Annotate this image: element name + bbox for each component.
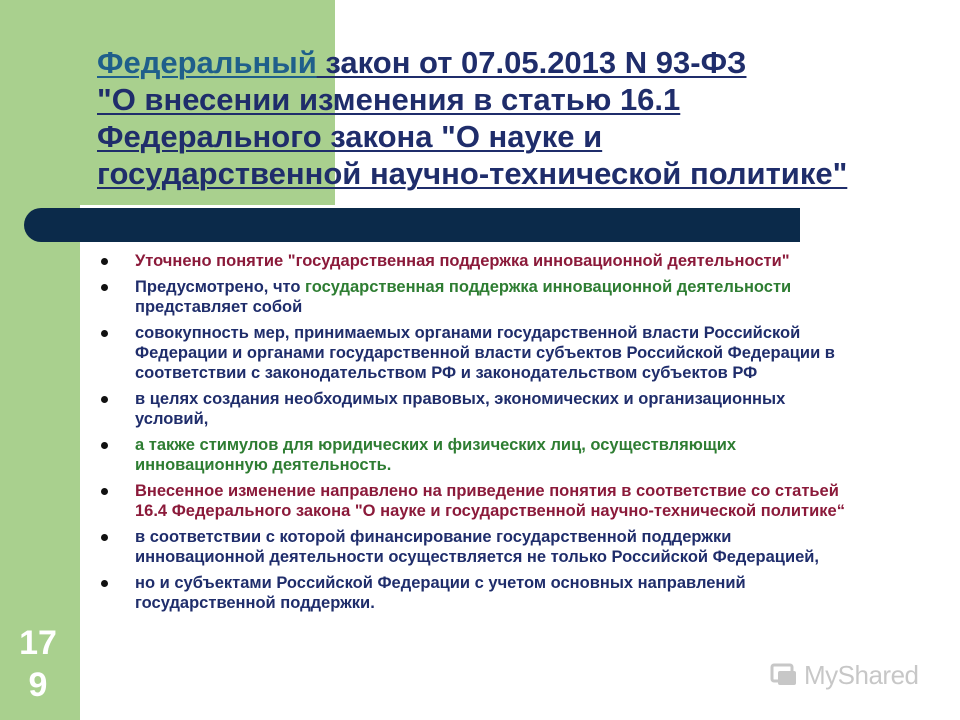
decorative-divider-bar	[24, 208, 800, 242]
list-item-text: Внесенное изменение направлено на приведение понятия в соответствие со статьей 16.4 Федерального закона "О науке и государственной научно-технической политике“	[135, 482, 845, 520]
title-word-federal: Федеральный	[97, 45, 317, 80]
list-item-text: государственная поддержка инновационной деятельности	[305, 278, 792, 296]
slide-number	[13, 622, 63, 706]
watermark-text: MyShared	[804, 659, 919, 690]
list-item	[97, 481, 857, 521]
list-item-text: в целях создания необходимых правовых, экономических и организационных условий,	[135, 390, 786, 428]
list-item-text: в соответствии с которой финансирование государственной поддержки инновационной деятельности осуществляется не только Российской Федерацией,	[135, 528, 819, 566]
list-item	[97, 277, 857, 317]
slide-title	[97, 44, 897, 192]
list-item	[97, 323, 857, 383]
title-line-4: государственной научно-технической политике"	[97, 156, 848, 191]
bullet-list	[97, 251, 857, 619]
left-decorative-band	[0, 0, 80, 720]
list-item-text: а также стимулов для юридических и физических лиц, осуществляющих инновационную деятельность.	[135, 436, 737, 474]
list-item	[97, 573, 857, 613]
title-line-2: "О внесении изменения в статью 16.1	[97, 82, 681, 117]
title-line-1	[97, 44, 897, 81]
title-line-1-rest: закон от 07.05.2013 N 93-ФЗ	[316, 45, 747, 80]
title-line-3: Федерального закона "О науке и	[97, 119, 603, 154]
list-item-text: совокупность мер, принимаемых органами государственной власти Российской Федерации и органами государственной власти субъектов Российской Федерации в соответствии с законодательством РФ и законодательством субъектов РФ	[135, 324, 835, 382]
list-item	[97, 251, 857, 271]
myshared-logo-icon	[770, 663, 798, 687]
list-item-text: Предусмотрено, что	[135, 278, 306, 296]
list-item-text: но и субъектами Российской Федерации с учетом основных направлений государственной поддержки.	[135, 574, 746, 612]
list-item	[97, 527, 857, 567]
list-item	[97, 389, 857, 429]
slide-number-line-2: 9	[28, 666, 48, 704]
watermark	[770, 655, 930, 695]
list-item	[97, 435, 857, 475]
list-item-text: представляет собой	[135, 298, 303, 316]
slide-number-line-1: 17	[19, 624, 57, 662]
list-item-text: Уточнено понятие "государственная поддержка инновационной деятельности"	[135, 252, 790, 270]
